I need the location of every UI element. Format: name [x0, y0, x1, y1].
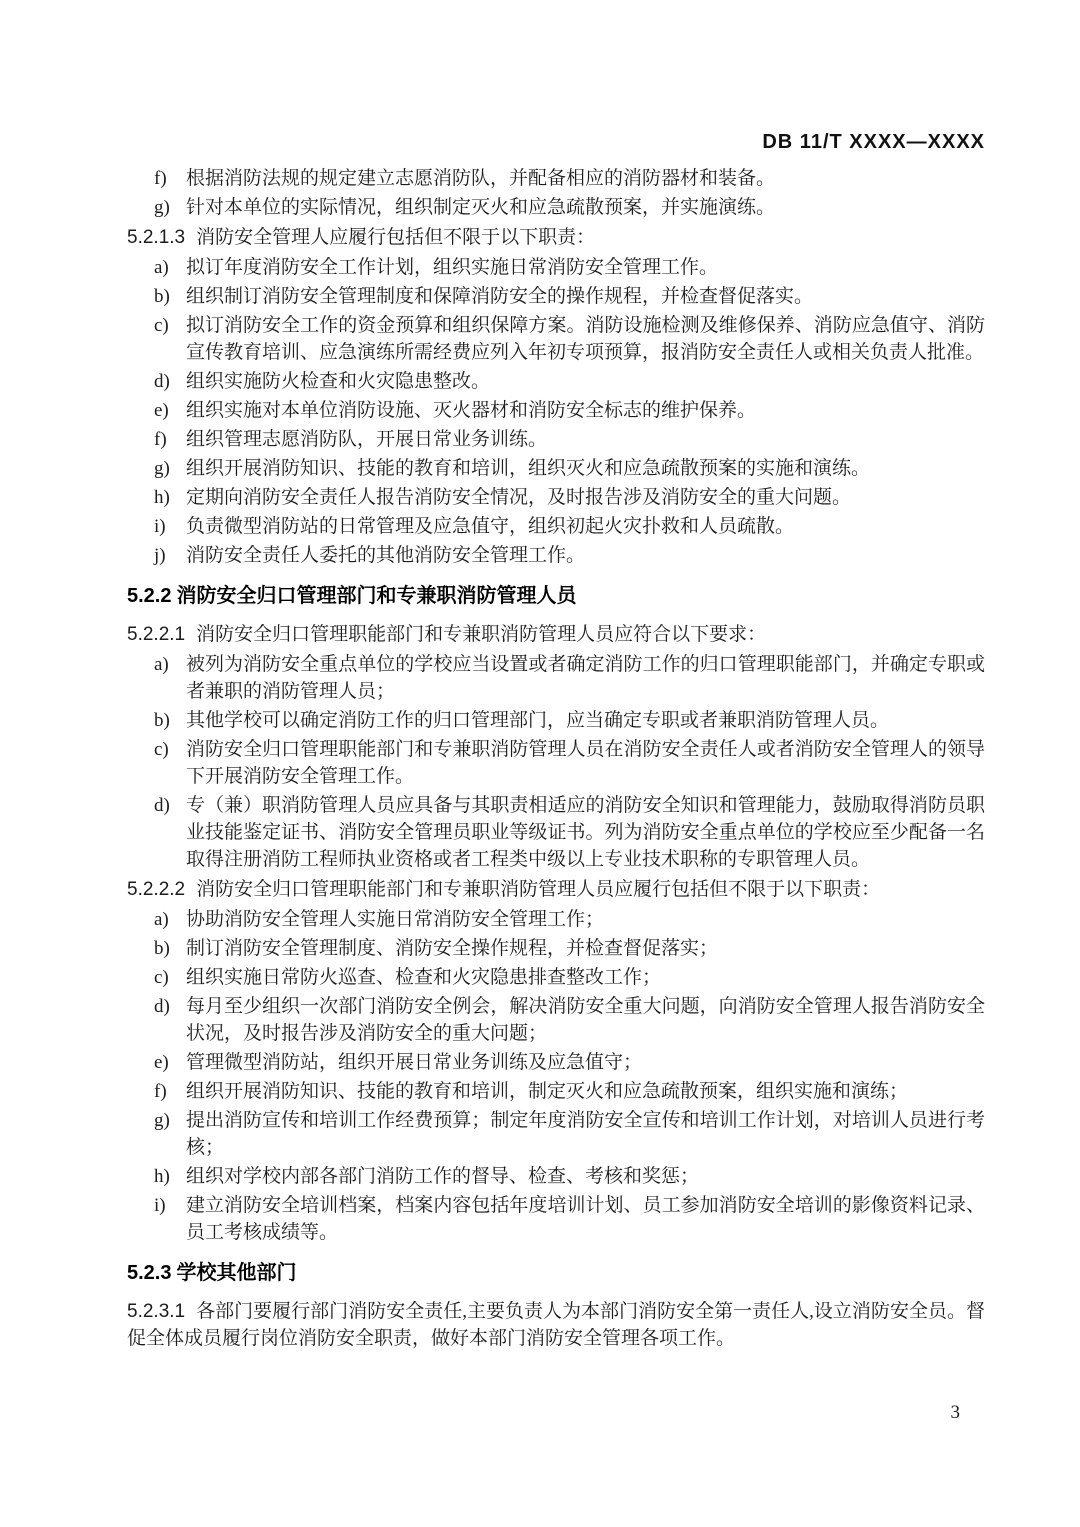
list-item-label: b) [154, 286, 170, 307]
clause-text: 各部门要履行部门消防安全责任,主要负责人为本部门消防安全第一责任人,设立消防安全员。督促全体成员履行岗位消防安全职责，做好本部门消防安全管理各项工作。 [127, 1301, 985, 1349]
list-item-text: 拟订消防安全工作的资金预算和组织保障方案。消防设施检测及维修保养、消防应急值守、消防宣传教育培训、应急演练所需经费应列入年初专项预算，报消防安全责任人或相关负责人批准。 [186, 315, 985, 363]
section-heading-title: 学校其他部门 [176, 1262, 297, 1284]
list-item [127, 964, 985, 991]
list-item-label: e) [154, 400, 169, 421]
list-item-label: b) [154, 710, 170, 731]
list-item-label: e) [154, 1052, 169, 1073]
clause-paragraph [127, 621, 985, 648]
list-item [127, 513, 985, 540]
clause-number: 5.2.2.1 [127, 624, 186, 645]
list-item-label: d) [154, 996, 170, 1017]
list-item-label: g) [154, 197, 170, 218]
list-item-label: d) [154, 371, 170, 392]
list-item-text: 每月至少组织一次部门消防安全例会，解决消防安全重大问题，向消防安全管理人报告消防安全状况，及时报告涉及消防安全的重大问题； [186, 996, 985, 1044]
list-item-text: 其他学校可以确定消防工作的归口管理部门，应当确定专职或者兼职消防管理人员。 [186, 710, 890, 731]
list-item-text: 根据消防法规的规定建立志愿消防队，并配备相应的消防器材和装备。 [186, 168, 776, 189]
list-item [127, 426, 985, 453]
document-content [127, 165, 985, 1355]
list-item-label: a) [154, 909, 169, 930]
page-number: 3 [950, 1402, 960, 1423]
list-item-label: c) [154, 315, 169, 336]
section-heading-number: 5.2.2 [127, 585, 172, 607]
clause-number: 5.2.2.2 [127, 879, 186, 900]
list-item-label: h) [154, 1166, 170, 1187]
clause-text: 消防安全归口管理职能部门和专兼职消防管理人员应履行包括但不限于以下职责： [196, 879, 881, 900]
list-item [127, 792, 985, 873]
list-item [127, 455, 985, 482]
list-item [127, 707, 985, 734]
list-item [127, 651, 985, 705]
clause-text: 消防安全管理人应履行包括但不限于以下职责： [196, 227, 596, 248]
list-item [127, 484, 985, 511]
list-item-text: 组织实施防火检查和火灾隐患整改。 [186, 371, 491, 392]
list-item [127, 397, 985, 424]
list-item-label: a) [154, 654, 169, 675]
section-heading-title: 消防安全归口管理部门和专兼职消防管理人员 [176, 585, 577, 607]
list-item-label: i) [154, 1195, 166, 1216]
list-item-label: f) [154, 168, 167, 189]
clause-text: 消防安全归口管理职能部门和专兼职消防管理人员应符合以下要求： [196, 624, 767, 645]
list-item [127, 906, 985, 933]
list-item [127, 1049, 985, 1076]
list-item [127, 312, 985, 366]
list-item [127, 542, 985, 569]
list-item-label: f) [154, 1081, 167, 1102]
list-item-text: 协助消防安全管理人实施日常消防安全管理工作； [186, 909, 605, 930]
list-item-text: 组织实施日常防火巡查、检查和火灾隐患排查整改工作； [186, 967, 662, 988]
standard-number-header: DB 11/T XXXX—XXXX [762, 131, 985, 153]
list-item [127, 993, 985, 1047]
list-item [127, 283, 985, 310]
list-item [127, 254, 985, 281]
list-item [127, 1163, 985, 1190]
section-heading-number: 5.2.3 [127, 1262, 172, 1284]
list-item [127, 1192, 985, 1246]
list-item-text: 消防安全责任人委托的其他消防安全管理工作。 [186, 545, 586, 566]
list-item [127, 194, 985, 221]
list-item-label: b) [154, 938, 170, 959]
clause-paragraph [127, 224, 985, 251]
list-item [127, 935, 985, 962]
list-item-label: c) [154, 967, 169, 988]
list-item-label: g) [154, 458, 170, 479]
list-item-text: 负责微型消防站的日常管理及应急值守，组织初起火灾扑救和人员疏散。 [186, 516, 795, 537]
list-item-label: a) [154, 257, 169, 278]
list-item-text: 管理微型消防站，组织开展日常业务训练及应急值守； [186, 1052, 643, 1073]
list-item [127, 736, 985, 790]
list-item-text: 拟订年度消防安全工作计划，组织实施日常消防安全管理工作。 [186, 257, 719, 278]
list-item-text: 提出消防宣传和培训工作经费预算；制定年度消防安全宣传和培训工作计划，对培训人员进行考核； [186, 1110, 985, 1158]
list-item-label: g) [154, 1110, 170, 1131]
list-item-label: c) [154, 739, 169, 760]
clause-number: 5.2.1.3 [127, 227, 186, 248]
clause-number: 5.2.3.1 [127, 1301, 186, 1322]
list-item-label: f) [154, 429, 167, 450]
list-item [127, 1078, 985, 1105]
list-item-text: 组织制订消防安全管理制度和保障消防安全的操作规程，并检查督促落实。 [186, 286, 814, 307]
list-item-text: 组织管理志愿消防队，开展日常业务训练。 [186, 429, 548, 450]
list-item-text: 组织对学校内部各部门消防工作的督导、检查、考核和奖惩； [186, 1166, 700, 1187]
list-item-text: 组织开展消防知识、技能的教育和培训，组织灭火和应急疏散预案的实施和演练。 [186, 458, 871, 479]
list-item-label: h) [154, 487, 170, 508]
list-item-label: i) [154, 516, 166, 537]
list-item-text: 被列为消防安全重点单位的学校应当设置或者确定消防工作的归口管理职能部门，并确定专职或者兼职的消防管理人员； [186, 654, 985, 702]
section-heading [127, 1260, 985, 1286]
list-item-text: 制订消防安全管理制度、消防安全操作规程，并检查督促落实； [186, 938, 719, 959]
list-item-label: j) [154, 545, 166, 566]
list-item-text: 组织开展消防知识、技能的教育和培训，制定灭火和应急疏散预案，组织实施和演练； [186, 1081, 909, 1102]
section-heading [127, 583, 985, 609]
list-item [127, 165, 985, 192]
list-item-text: 组织实施对本单位消防设施、灭火器材和消防安全标志的维护保养。 [186, 400, 757, 421]
clause-paragraph [127, 1298, 985, 1352]
list-item-text: 专（兼）职消防管理人员应具备与其职责相适应的消防安全知识和管理能力，鼓励取得消防员职业技能鉴定证书、消防安全管理员职业等级证书。列为消防安全重点单位的学校应至少配备一名取得注册消防工程师执业资格或者工程类中级以上专业技术职称的专职管理人员。 [186, 795, 985, 870]
list-item-text: 定期向消防安全责任人报告消防安全情况，及时报告涉及消防安全的重大问题。 [186, 487, 852, 508]
list-item-text: 建立消防安全培训档案，档案内容包括年度培训计划、员工参加消防安全培训的影像资料记录、员工考核成绩等。 [186, 1195, 985, 1243]
list-item [127, 1107, 985, 1161]
list-item-label: d) [154, 795, 170, 816]
list-item-text: 针对本单位的实际情况，组织制定灭火和应急疏散预案，并实施演练。 [186, 197, 776, 218]
list-item-text: 消防安全归口管理职能部门和专兼职消防管理人员在消防安全责任人或者消防安全管理人的领导下开展消防安全管理工作。 [186, 739, 985, 787]
list-item [127, 368, 985, 395]
clause-paragraph [127, 876, 985, 903]
